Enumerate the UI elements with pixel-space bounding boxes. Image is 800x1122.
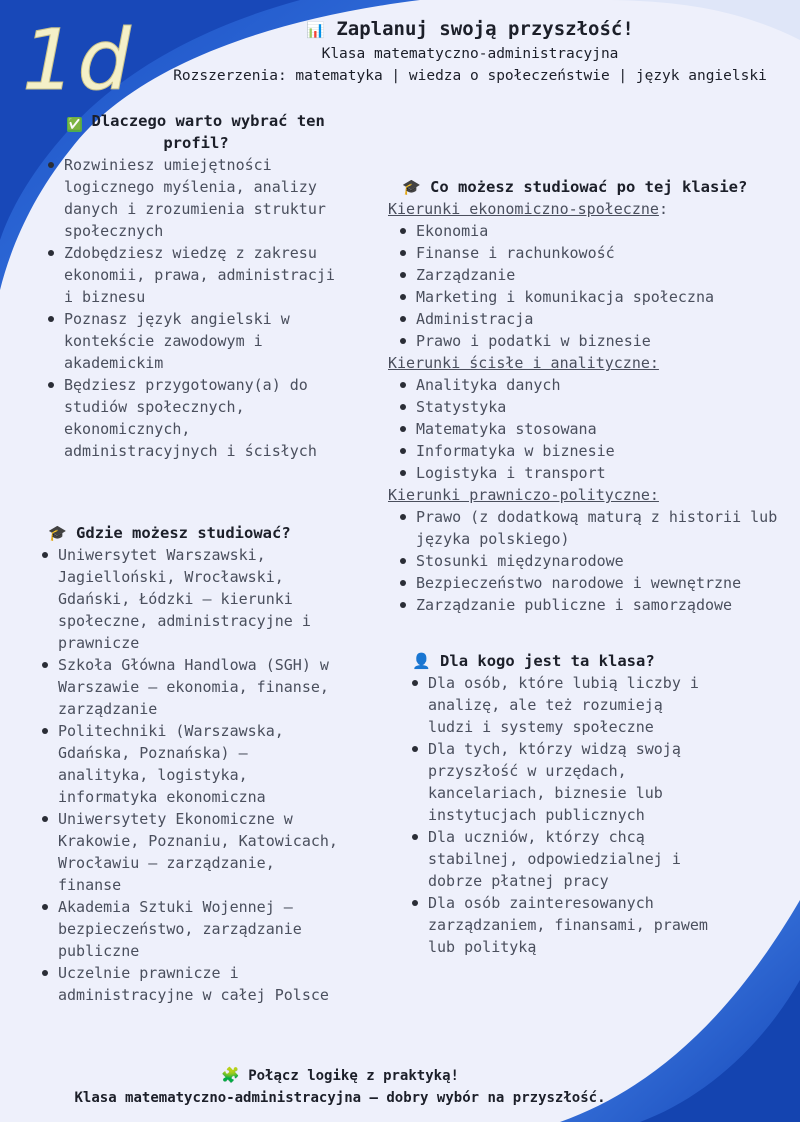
person-icon: 👤 (412, 652, 431, 670)
footer-slogan: 🧩 Połącz logikę z praktyką! (221, 1066, 459, 1084)
category-label: Kierunki ekonomiczno-społeczne: (388, 200, 668, 218)
list-item: Prawo i podatki w biznesie (388, 330, 798, 352)
list-item: Politechniki (Warszawska, Gdańska, Poznańska) – analityka, logistyka, informatyka ekonomiczna (40, 720, 340, 808)
list-item: Bezpieczeństwo narodowe i wewnętrzne (388, 572, 798, 594)
list-item: Analityka danych (388, 374, 798, 396)
list-item: Dla tych, którzy widzą swoją przyszłość w urzędach, kancelariach, biznesie lub instytucjach publicznych (400, 738, 710, 826)
bar-chart-icon: 📊 (306, 21, 325, 39)
list-item: Akademia Sztuki Wojennej – bezpieczeństwo, zarządzanie publiczne (40, 896, 340, 962)
who-list (400, 672, 710, 958)
list-item: Finanse i rachunkowość (388, 242, 798, 264)
who-section (400, 650, 710, 958)
list-item: Uczelnie prawnicze i administracyjne w całej Polsce (40, 962, 340, 1006)
list-item: Uniwersytety Ekonomiczne w Krakowie, Poznaniu, Katowicach, Wrocławiu – zarządzanie, finanse (40, 808, 340, 896)
what-section (388, 176, 798, 616)
list-item: Szkoła Główna Handlowa (SGH) w Warszawie – ekonomia, finanse, zarządzanie (40, 654, 340, 720)
category-label: Kierunki ścisłe i analityczne: (388, 354, 659, 372)
where-heading: 🎓 Gdzie możesz studiować? (48, 524, 291, 542)
page-title: 📊 Zaplanuj swoją przyszłość! (306, 18, 634, 40)
category-list (388, 374, 798, 484)
list-item: Prawo (z dodatkową maturą z historii lub języka polskiego) (388, 506, 798, 550)
list-item: Rozwiniesz umiejętności logicznego myślenia, analizy danych i zrozumienia struktur społecznych (46, 154, 346, 242)
list-item: Zdobędziesz wiedzę z zakresu ekonomii, prawa, administracji i biznesu (46, 242, 346, 308)
why-heading: ✅ Dlaczego warto wybrać ten profil? (67, 112, 325, 152)
list-item: Poznasz język angielski w kontekście zawodowym i akademickim (46, 308, 346, 374)
list-item: Zarządzanie publiczne i samorządowe (388, 594, 798, 616)
page-subtitle: Klasa matematyczno-administracyjna (321, 46, 619, 62)
list-item: Dla uczniów, którzy chcą stabilnej, odpowiedzialnej i dobrze płatnej pracy (400, 826, 710, 892)
list-item: Ekonomia (388, 220, 798, 242)
list-item: Informatyka w biznesie (388, 440, 798, 462)
list-item: Marketing i komunikacja społeczna (388, 286, 798, 308)
footer (0, 1064, 680, 1109)
graduation-cap-icon: 🎓 (402, 178, 421, 196)
why-section (46, 110, 346, 462)
list-item: Zarządzanie (388, 264, 798, 286)
list-item: Będziesz przygotowany(a) do studiów społecznych, ekonomicznych, administracyjnych i ścisłych (46, 374, 346, 462)
category-label: Kierunki prawniczo-polityczne: (388, 486, 659, 504)
header (170, 16, 770, 87)
why-list (46, 154, 346, 462)
list-item: Statystyka (388, 396, 798, 418)
where-section (40, 522, 340, 1006)
list-item: Stosunki międzynarodowe (388, 550, 798, 572)
who-heading: 👤 Dla kogo jest ta klasa? (412, 652, 655, 670)
list-item: Logistyka i transport (388, 462, 798, 484)
list-item: Matematyka stosowana (388, 418, 798, 440)
what-heading: 🎓 Co możesz studiować po tej klasie? (402, 178, 748, 196)
class-label: 1d (22, 11, 133, 109)
list-item: Dla osób zainteresowanych zarządzaniem, finansami, prawem lub polityką (400, 892, 710, 958)
footer-tagline: Klasa matematyczno-administracyjna – dobry wybór na przyszłość. (74, 1090, 606, 1106)
extensions-line: Rozszerzenia: matematyka | wiedza o społeczeństwie | język angielski (173, 68, 767, 84)
category-list (388, 220, 798, 352)
puzzle-icon: 🧩 (221, 1066, 240, 1084)
list-item: Dla osób, które lubią liczby i analizę, ale też rozumieją ludzi i systemy społeczne (400, 672, 710, 738)
list-item: Uniwersytet Warszawski, Jagielloński, Wrocławski, Gdański, Łódzki – kierunki społeczne, administracyjne i prawnicze (40, 544, 340, 654)
check-icon: ✅ (67, 117, 83, 131)
list-item: Administracja (388, 308, 798, 330)
where-list (40, 544, 340, 1006)
category-list (388, 506, 798, 616)
graduation-cap-icon: 🎓 (48, 524, 67, 542)
